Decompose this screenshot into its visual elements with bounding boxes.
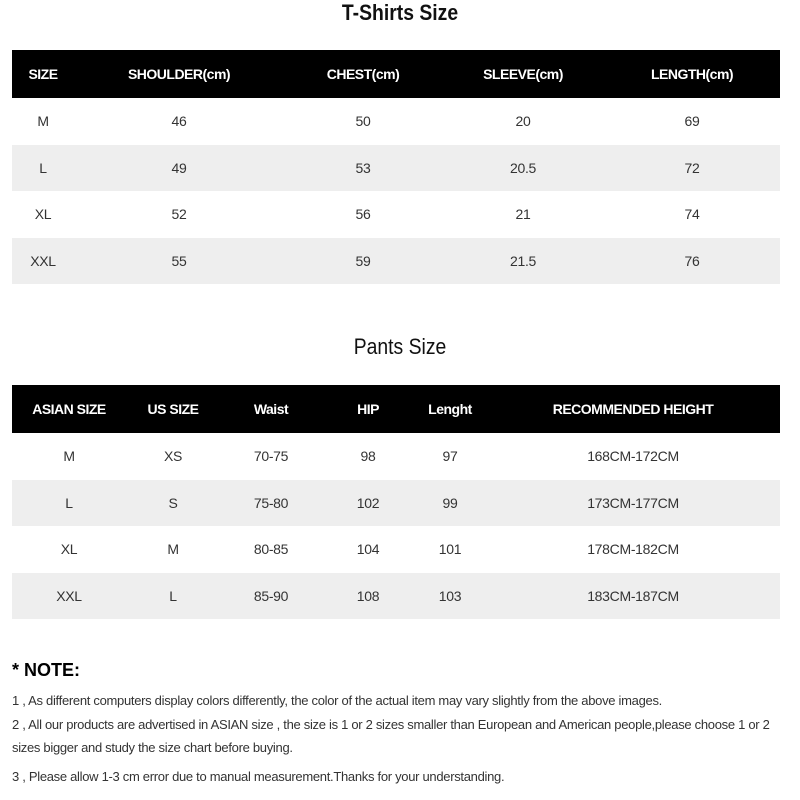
table-cell: 56 <box>355 206 371 223</box>
tshirt-size-title: T-Shirts Size <box>341 0 459 25</box>
table-cell: 99 <box>414 480 486 527</box>
table-cell: XL <box>34 206 52 223</box>
table-row <box>12 433 780 480</box>
table-cell: 76 <box>604 238 780 285</box>
table-cell: 75-80 <box>220 480 322 527</box>
pants-header-recommended-height: RECOMMENDED HEIGHT <box>486 385 780 433</box>
tshirt-header-row <box>12 50 780 98</box>
table-cell: XXL <box>12 238 74 285</box>
table-cell: 52 <box>171 206 187 223</box>
pants-header-row <box>12 385 780 433</box>
tshirt-header-sleeve: SLEEVE(cm) <box>442 50 604 98</box>
tshirt-header-size: SIZE <box>12 50 74 98</box>
table-cell: 85-90 <box>220 573 322 620</box>
pants-header-asian-size: ASIAN SIZE <box>12 385 126 433</box>
table-cell: 20 <box>515 113 531 130</box>
table-cell: L <box>126 573 220 620</box>
table-cell: 50 <box>355 113 371 130</box>
table-row <box>12 480 780 527</box>
table-cell: L <box>12 480 126 527</box>
table-cell: L <box>12 145 74 192</box>
table-cell: 69 <box>684 113 700 130</box>
table-cell: 53 <box>284 145 442 192</box>
pants-header-length: Lenght <box>414 385 486 433</box>
table-cell: 20.5 <box>442 145 604 192</box>
table-cell: 80-85 <box>253 541 289 558</box>
tshirt-size-table <box>12 50 780 284</box>
table-row <box>12 573 780 620</box>
table-cell: 102 <box>322 480 414 527</box>
table-cell: 55 <box>74 238 284 285</box>
table-cell: XXL <box>12 573 126 620</box>
table-cell: 178CM-182CM <box>587 541 679 558</box>
table-cell: 49 <box>74 145 284 192</box>
table-cell: M <box>167 541 179 558</box>
table-row <box>12 98 780 145</box>
table-cell: S <box>126 480 220 527</box>
table-cell: 21 <box>515 206 531 223</box>
table-cell: M <box>37 113 49 130</box>
table-cell: M <box>63 448 75 465</box>
tshirt-header-chest: CHEST(cm) <box>284 50 442 98</box>
tshirt-header-shoulder: SHOULDER(cm) <box>74 50 284 98</box>
note-line-2: 2 , All our products are advertised in ASIAN size , the size is 1 or 2 sizes smaller than European and American people,please choose 1 or 2 sizes bigger and study the size chart before buying. <box>12 717 770 755</box>
table-row <box>12 145 780 192</box>
note-heading: * NOTE: <box>12 660 81 680</box>
table-cell: 183CM-187CM <box>486 573 780 620</box>
pants-size-table <box>12 385 780 619</box>
note-line-1: 1 , As different computers display colors differently, the color of the actual item may vary slightly from the above images. <box>12 693 662 708</box>
table-cell: 168CM-172CM <box>587 448 679 465</box>
table-row <box>12 238 780 285</box>
table-cell: 101 <box>438 541 462 558</box>
table-cell: 104 <box>356 541 380 558</box>
table-cell: 74 <box>684 206 700 223</box>
table-cell: XS <box>163 448 183 465</box>
table-cell: 21.5 <box>442 238 604 285</box>
table-row <box>12 526 780 573</box>
table-cell: 46 <box>171 113 187 130</box>
table-cell: 70-75 <box>253 448 289 465</box>
table-cell: 98 <box>360 448 376 465</box>
table-cell: XL <box>60 541 78 558</box>
pants-header-us-size: US SIZE <box>126 385 220 433</box>
table-cell: 173CM-177CM <box>486 480 780 527</box>
pants-header-hip: HIP <box>322 385 414 433</box>
table-cell: 97 <box>442 448 458 465</box>
table-cell: 108 <box>322 573 414 620</box>
table-row <box>12 191 780 238</box>
table-cell: 59 <box>284 238 442 285</box>
tshirt-header-length: LENGTH(cm) <box>604 50 780 98</box>
pants-size-title: Pants Size <box>353 334 447 359</box>
table-cell: 72 <box>604 145 780 192</box>
pants-header-waist: Waist <box>220 385 322 433</box>
note-line-3: 3 , Please allow 1-3 cm error due to manual measurement.Thanks for your understanding. <box>12 769 505 784</box>
table-cell: 103 <box>414 573 486 620</box>
